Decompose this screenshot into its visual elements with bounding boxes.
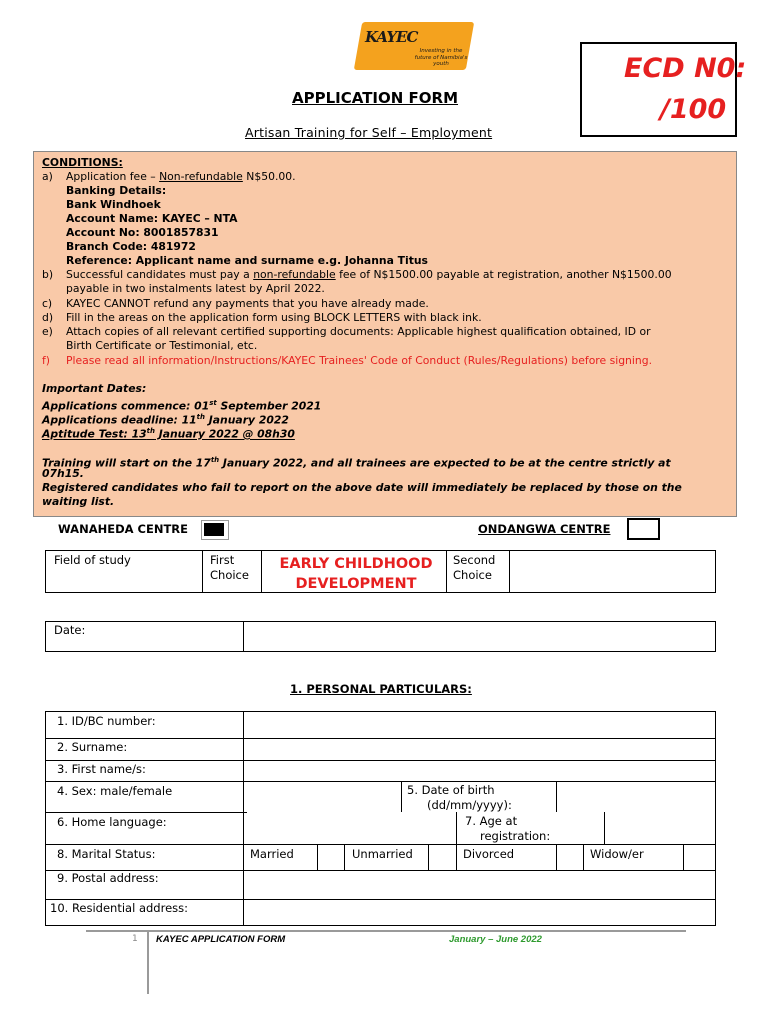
condition-e: Attach copies of all relevant certified supporting documents: Applicable highest qualification obtained, ID or bbox=[66, 325, 651, 338]
id-number-field[interactable] bbox=[245, 713, 714, 737]
training-start-line2: 07h15. bbox=[42, 467, 84, 480]
form-subtitle: Artisan Training for Self – Employment bbox=[245, 125, 493, 140]
condition-c: KAYEC CANNOT refund any payments that you have already made. bbox=[66, 297, 429, 310]
logo-tagline: Investing in the future of Namibia's youth bbox=[414, 48, 468, 67]
date-label: Date: bbox=[54, 623, 86, 637]
condition-d-marker: d) bbox=[42, 311, 54, 324]
id-number-label: 1. ID/BC number: bbox=[57, 714, 156, 728]
dob-label: 5. Date of birth bbox=[407, 783, 495, 797]
dob-format-label: (dd/mm/yyyy): bbox=[427, 798, 512, 812]
widow-option-label: Widow/er bbox=[590, 847, 644, 861]
row-divider bbox=[45, 760, 716, 761]
col-divider bbox=[604, 812, 605, 844]
divorced-option-label: Divorced bbox=[463, 847, 515, 861]
divider bbox=[261, 550, 262, 593]
first-choice-label: First bbox=[210, 553, 235, 567]
home-language-field[interactable] bbox=[245, 814, 455, 843]
row-divider bbox=[45, 738, 716, 739]
col-divider bbox=[401, 781, 402, 812]
col-divider bbox=[683, 844, 684, 870]
important-dates-title: Important Dates: bbox=[42, 382, 147, 395]
bank-name: Bank Windhoek bbox=[66, 198, 161, 211]
col-divider bbox=[556, 781, 557, 812]
wanaheda-centre-label: WANAHEDA CENTRE bbox=[58, 522, 188, 536]
col-divider bbox=[243, 711, 244, 926]
condition-a-marker: a) bbox=[42, 170, 53, 183]
condition-b-line2: payable in two instalments latest by April 2022. bbox=[66, 282, 325, 295]
col-divider bbox=[456, 812, 457, 844]
banking-title: Banking Details: bbox=[66, 184, 167, 197]
residential-address-field[interactable] bbox=[245, 901, 714, 925]
divider bbox=[243, 621, 244, 652]
branch-code: Branch Code: 481972 bbox=[66, 240, 196, 253]
logo-wordmark: KAYEC bbox=[365, 28, 418, 46]
condition-b: Successful candidates must pay a non-refundable fee of N$1500.00 payable at registration, another N$1500.00 bbox=[66, 268, 672, 281]
condition-c-marker: c) bbox=[42, 297, 53, 310]
condition-e-line2: Birth Certificate or Testimonial, etc. bbox=[66, 339, 258, 352]
surname-field[interactable] bbox=[245, 740, 714, 759]
col-divider bbox=[317, 844, 318, 870]
first-names-field[interactable] bbox=[245, 762, 714, 780]
row-divider bbox=[45, 781, 716, 782]
row-divider bbox=[45, 899, 716, 900]
age-registration-label: registration: bbox=[480, 829, 551, 843]
registered-warning: Registered candidates who fail to report on the above date will immediately be replaced by those on the bbox=[42, 481, 682, 494]
account-name: Account Name: KAYEC – NTA bbox=[66, 212, 238, 225]
sex-label: 4. Sex: male/female bbox=[57, 784, 173, 798]
second-choice-label-2: Choice bbox=[453, 568, 492, 582]
divider bbox=[509, 550, 510, 593]
age-field[interactable] bbox=[606, 814, 714, 843]
postal-address-label: 9. Postal address: bbox=[57, 871, 159, 885]
applications-deadline: Applications deadline: 11th January 2022 bbox=[42, 413, 289, 427]
footer-vertical-rule bbox=[147, 932, 149, 994]
sex-field[interactable] bbox=[245, 783, 400, 811]
aptitude-test: Aptitude Test: 13th January 2022 @ 08h30 bbox=[42, 427, 295, 441]
residential-address-label: 10. Residential address: bbox=[50, 901, 188, 915]
row-divider bbox=[45, 812, 247, 813]
divider bbox=[202, 550, 203, 593]
ecd-number-label: ECD N0: bbox=[624, 53, 747, 84]
date-field[interactable] bbox=[245, 623, 714, 650]
footer-rule bbox=[86, 930, 686, 932]
married-checkbox[interactable] bbox=[319, 846, 343, 869]
row-divider bbox=[45, 844, 716, 845]
surname-label: 2. Surname: bbox=[57, 740, 128, 754]
ecd-score: /100 bbox=[660, 94, 727, 125]
col-divider bbox=[556, 844, 557, 870]
conditions-heading: CONDITIONS: bbox=[42, 156, 123, 169]
age-label: 7. Age at bbox=[465, 814, 518, 828]
account-number: Account No: 8001857831 bbox=[66, 226, 219, 239]
training-start: Training will start on the 17th January 2022, and all trainees are expected to be at the centre strictly at bbox=[42, 456, 671, 470]
payment-reference: Reference: Applicant name and surname e.g. Johanna Titus bbox=[66, 254, 428, 267]
condition-e-marker: e) bbox=[42, 325, 53, 338]
widow-checkbox[interactable] bbox=[685, 846, 714, 869]
unmarried-option-label: Unmarried bbox=[352, 847, 413, 861]
col-divider bbox=[344, 844, 345, 870]
married-option-label: Married bbox=[250, 847, 294, 861]
condition-f-marker: f) bbox=[42, 354, 51, 367]
applications-commence: Applications commence: 01st September 2021 bbox=[42, 399, 322, 413]
wanaheda-checkbox-fill bbox=[204, 523, 224, 536]
col-divider bbox=[428, 844, 429, 870]
first-names-label: 3. First name/s: bbox=[57, 762, 146, 776]
col-divider bbox=[583, 844, 584, 870]
postal-address-field[interactable] bbox=[245, 872, 714, 898]
footer-page-number: 1 bbox=[132, 934, 138, 944]
field-of-study-label: Field of study bbox=[54, 553, 131, 567]
col-divider bbox=[456, 844, 457, 870]
dob-field[interactable] bbox=[558, 783, 714, 811]
divider bbox=[446, 550, 447, 593]
form-title: APPLICATION FORM bbox=[292, 89, 459, 107]
condition-b-marker: b) bbox=[42, 268, 54, 281]
personal-particulars-title: 1. PERSONAL PARTICULARS: bbox=[290, 682, 472, 696]
divorced-checkbox[interactable] bbox=[558, 846, 582, 869]
footer-date-range: January – June 2022 bbox=[449, 934, 542, 945]
unmarried-checkbox[interactable] bbox=[430, 846, 455, 869]
home-language-label: 6. Home language: bbox=[57, 815, 167, 829]
first-choice-label-2: Choice bbox=[210, 568, 249, 582]
marital-status-label: 8. Marital Status: bbox=[57, 847, 156, 861]
ondangwa-centre-label: ONDANGWA CENTRE bbox=[478, 522, 611, 536]
ondangwa-centre-checkbox[interactable] bbox=[627, 518, 660, 540]
registered-warning-line2: waiting list. bbox=[42, 495, 115, 508]
first-choice-value[interactable]: EARLY CHILDHOOD DEVELOPMENT bbox=[279, 556, 433, 592]
condition-f: Please read all information/Instructions/KAYEC Trainees' Code of Conduct (Rules/Regulations) before signing. bbox=[66, 354, 653, 367]
footer-form-name: KAYEC APPLICATION FORM bbox=[156, 934, 286, 945]
condition-a: Application fee – Non-refundable N$50.00. bbox=[66, 170, 296, 183]
second-choice-label: Second bbox=[453, 553, 496, 567]
condition-d: Fill in the areas on the application form using BLOCK LETTERS with black ink. bbox=[66, 311, 482, 324]
